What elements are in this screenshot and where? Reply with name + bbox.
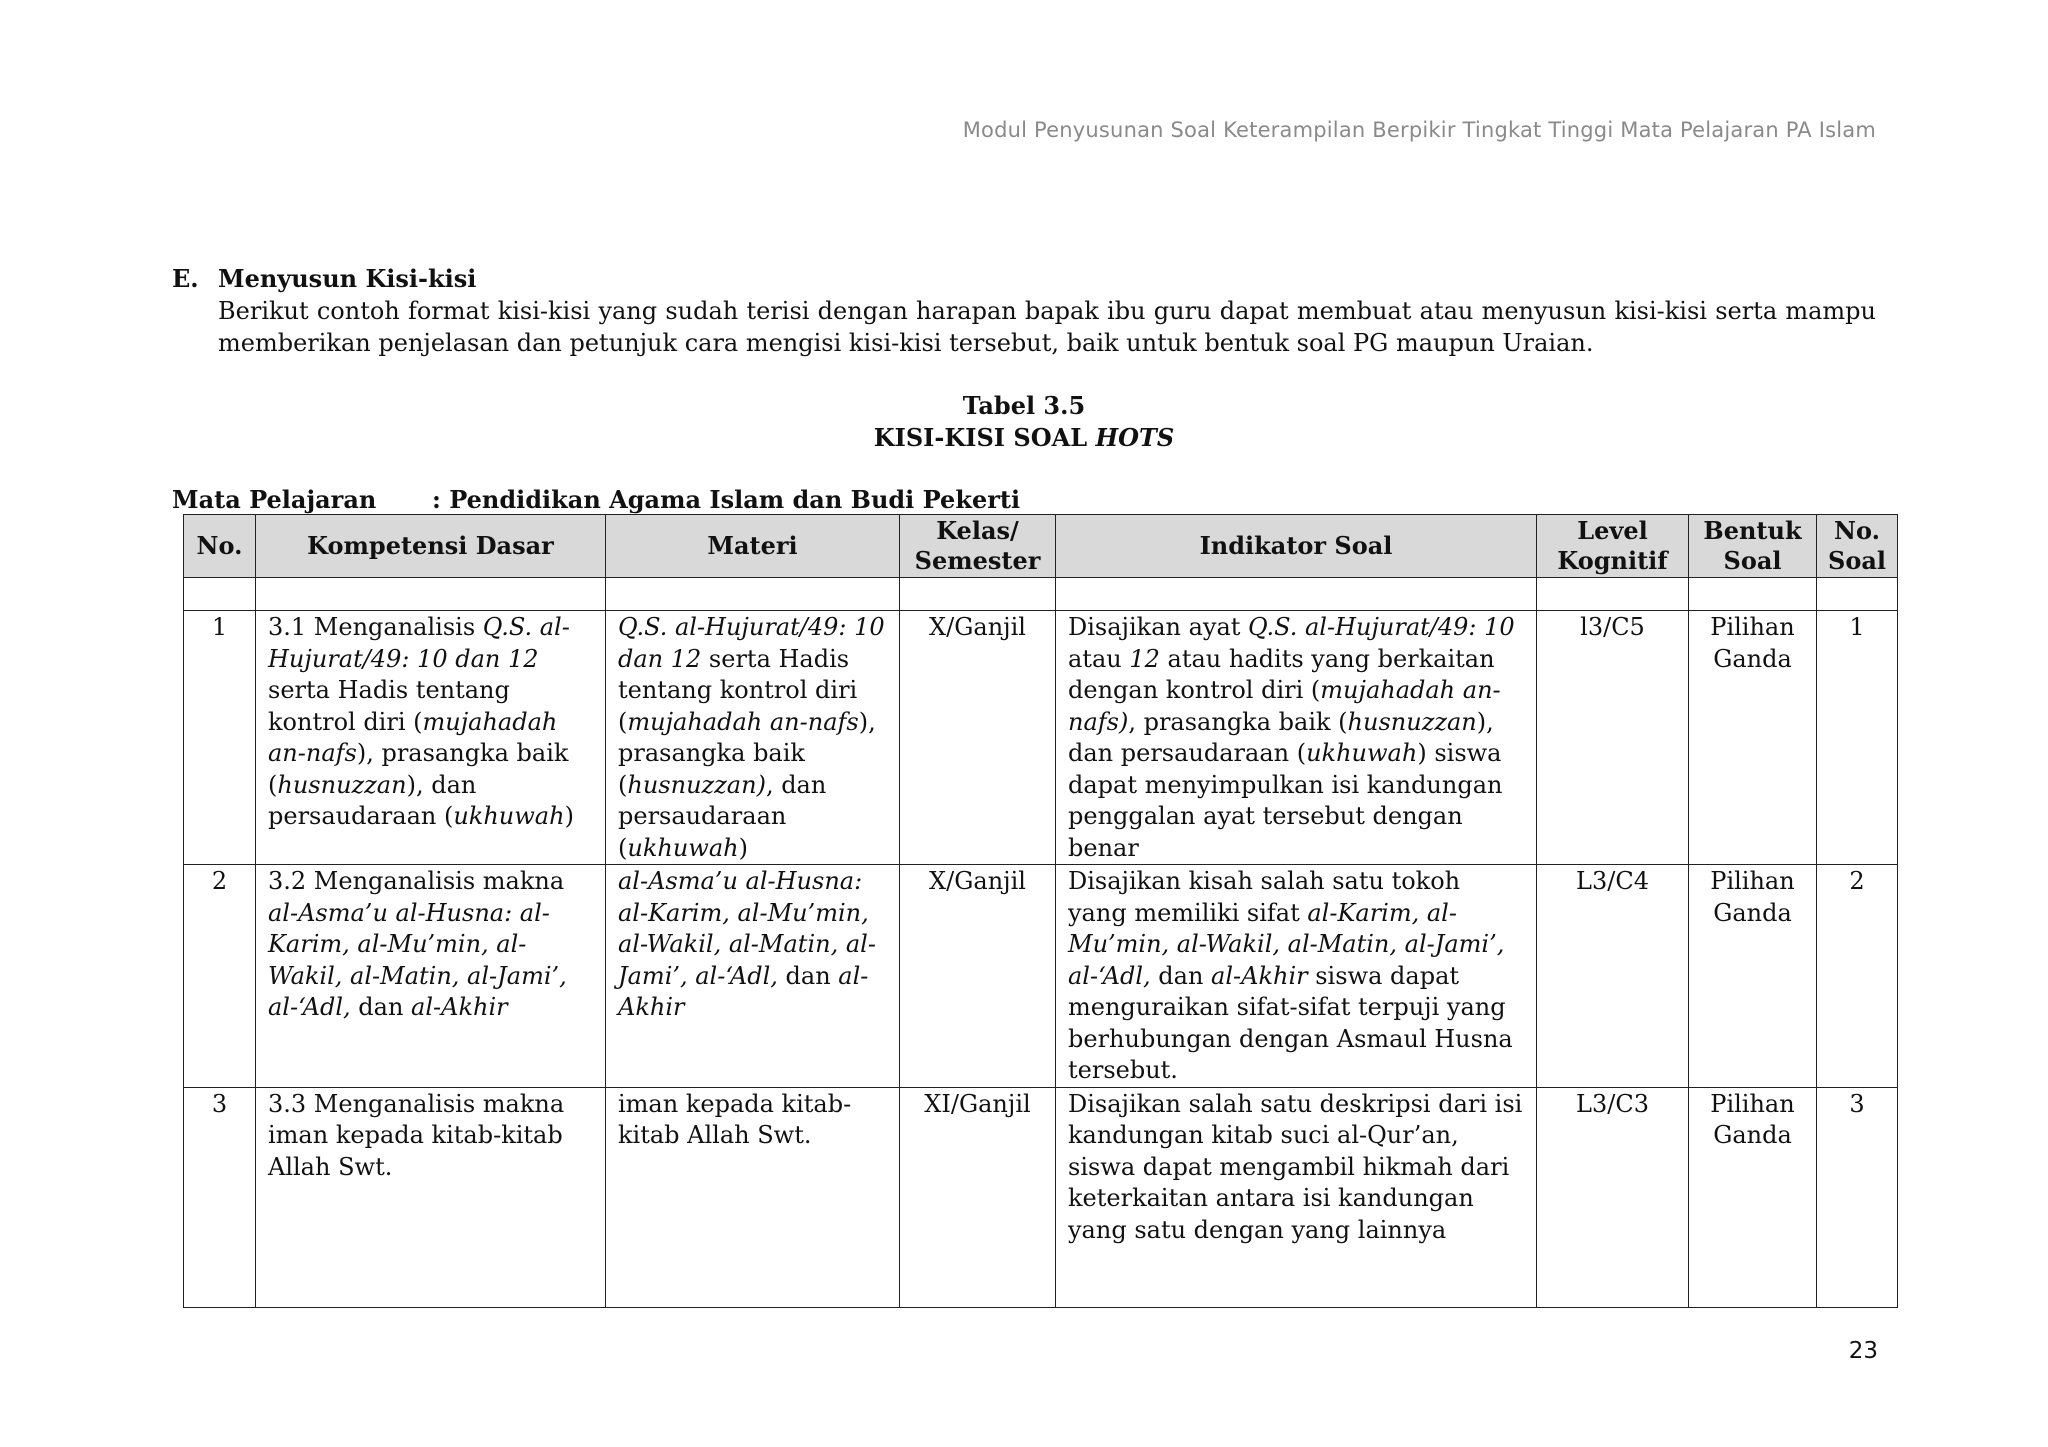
text-segment: , prasangka baik ( <box>1128 707 1348 736</box>
italic-term: ukhuwah <box>453 802 565 830</box>
text-segment: Disajikan kisah salah satu tokoh yang memiliki sifat <box>1068 867 1461 927</box>
kisi-kisi-table <box>183 514 1898 1308</box>
header-nosoal-line1: No. <box>1834 516 1880 545</box>
section-heading <box>172 263 1876 295</box>
text-segment: dan <box>350 993 412 1021</box>
header-kelas-line2: Semester <box>914 546 1041 575</box>
italic-term: al-Akhir <box>1211 961 1308 990</box>
italic-term: husnuzzan) <box>627 770 766 799</box>
spacer-cell <box>606 578 900 611</box>
header-nosoal-line2: Soal <box>1827 546 1886 575</box>
italic-term: ukhuwah <box>627 833 739 862</box>
text-segment: serta Hadis tentang kontrol diri ( <box>618 644 858 736</box>
italic-term: ukhuwah <box>1306 739 1418 767</box>
italic-term: al-Asma’u al-Husna: al-Karim, al-Mu’min, al-Wakil, al-Matin, al-Jami’, al-‘Adl, <box>618 867 876 990</box>
text-segment: ), prasangka baik ( <box>618 707 876 799</box>
italic-term: mujahadah an-nafs) <box>1068 676 1501 736</box>
text-segment: ), prasangka baik ( <box>268 739 569 799</box>
italic-term: husnuzzan <box>277 770 407 799</box>
text-segment: ) siswa dapat menyimpulkan isi kandungan penggalan ayat tersebut dengan benar <box>1068 739 1503 862</box>
subject-label: Mata Pelajaran <box>172 485 377 514</box>
text-segment: ) <box>738 833 748 862</box>
cell-kelas: X/Ganjil <box>900 865 1056 1088</box>
cell-bentuk: Pilihan Ganda <box>1689 611 1817 865</box>
table-row <box>184 611 1898 865</box>
text-segment: dan <box>777 961 839 990</box>
text-segment: 3.3 Menganalisis makna iman kepada kitab-kitab Allah Swt. <box>268 1089 565 1181</box>
table-title <box>0 422 2048 454</box>
text-segment: serta Hadis tentang kontrol diri ( <box>268 676 510 736</box>
italic-term: husnuzzan <box>1347 707 1477 736</box>
cell-kompetensi-dasar <box>256 1087 606 1307</box>
running-header: Modul Penyusunan Soal Keterampilan Berpikir Tingkat Tinggi Mata Pelajaran PA Islam <box>962 118 1876 142</box>
text-segment: siswa dapat menguraikan sifat-sifat terpuji yang berhubungan dengan Asmaul Husna tersebut. <box>1068 961 1513 1084</box>
cell-no: 1 <box>184 611 256 865</box>
header-kelas-semester <box>900 515 1056 578</box>
text-segment: iman kepada kitab-kitab Allah Swt. <box>618 1089 852 1149</box>
header-no-soal <box>1817 515 1898 578</box>
table-row <box>184 865 1898 1088</box>
header-no: No. <box>184 515 256 578</box>
text-segment: , dan persaudaraan ( <box>618 770 827 862</box>
table-spacer-row <box>184 578 1898 611</box>
spacer-cell <box>1537 578 1689 611</box>
header-indikator-soal: Indikator Soal <box>1056 515 1537 578</box>
cell-kompetensi-dasar <box>256 611 606 865</box>
text-segment: dan <box>1150 961 1212 990</box>
spacer-cell <box>900 578 1056 611</box>
header-level-kognitif <box>1537 515 1689 578</box>
text-segment: Disajikan ayat <box>1068 613 1249 641</box>
spacer-cell <box>1817 578 1898 611</box>
spacer-cell <box>1056 578 1537 611</box>
page-number: 23 <box>1848 1338 1878 1364</box>
text-segment: atau <box>1068 644 1130 673</box>
header-level-line1: Level <box>1577 516 1648 545</box>
spacer-cell <box>256 578 606 611</box>
italic-term: al-Asma’u al-Husna: al-Karim, al-Mu’min, al-Wakil, al-Matin, al-Jami’, al-‘Adl, <box>268 898 567 1021</box>
text-segment: 3.1 Menganalisis <box>268 613 483 641</box>
cell-materi <box>606 865 900 1088</box>
header-bentuk-line2: Soal <box>1723 546 1782 575</box>
cell-bentuk: Pilihan Ganda <box>1689 865 1817 1088</box>
text-segment: ) <box>564 802 574 830</box>
section-body: Berikut contoh format kisi-kisi yang sudah terisi dengan harapan bapak ibu guru dapat membuat atau menyusun kisi-kisi serta mampu memberikan penjelasan dan petunjuk cara mengisi kisi-kisi tersebut, baik untuk bentuk soal PG maupun Uraian. <box>218 297 1876 357</box>
cell-no: 3 <box>184 1087 256 1307</box>
cell-bentuk: Pilihan Ganda <box>1689 1087 1817 1307</box>
italic-term: al-Akhir <box>618 961 869 1021</box>
cell-no-soal: 2 <box>1817 865 1898 1088</box>
section-e <box>172 263 1876 359</box>
italic-term: mujahadah an-nafs <box>627 707 859 736</box>
table-header-row <box>184 515 1898 578</box>
text-segment: ), dan persaudaraan ( <box>268 770 477 830</box>
table-number: Tabel 3.5 <box>962 391 1086 420</box>
italic-term: al-Akhir <box>411 993 508 1021</box>
cell-materi <box>606 611 900 865</box>
text-segment: 3.2 Menganalisis makna <box>268 867 565 895</box>
cell-level: l3/C5 <box>1537 611 1689 865</box>
cell-indikator <box>1056 611 1537 865</box>
italic-term: Q.S. al-Hujurat/49: 10 <box>1248 613 1515 641</box>
subject-value: : Pendidikan Agama Islam dan Budi Pekerti <box>432 485 1021 514</box>
table-title-text: KISI-KISI SOAL <box>873 423 1096 452</box>
italic-term: 12 <box>1129 644 1160 673</box>
spacer-cell <box>184 578 256 611</box>
header-kelas-line1: Kelas/ <box>936 516 1019 545</box>
header-materi: Materi <box>606 515 900 578</box>
table-caption <box>0 390 2048 454</box>
italic-term: Q.S. al-Hujurat/49: 10 dan 12 <box>268 613 570 673</box>
section-title: Menyusun Kisi-kisi <box>218 264 477 293</box>
cell-indikator <box>1056 865 1537 1088</box>
cell-no: 2 <box>184 865 256 1088</box>
italic-term: al-Karim, al-Mu’min, al-Wakil, al-Matin, al-Jami’, al-‘Adl, <box>1068 898 1505 990</box>
cell-kelas: X/Ganjil <box>900 611 1056 865</box>
header-bentuk-line1: Bentuk <box>1703 516 1802 545</box>
cell-level: L3/C3 <box>1537 1087 1689 1307</box>
spacer-cell <box>1689 578 1817 611</box>
header-bentuk-soal <box>1689 515 1817 578</box>
cell-materi <box>606 1087 900 1307</box>
cell-level: L3/C4 <box>1537 865 1689 1088</box>
text-segment: Disajikan salah satu deskripsi dari isi kandungan kitab suci al-Qur’an, siswa dapat mengambil hikmah dari keterkaitan antara isi kandungan yang satu dengan yang lainnya <box>1068 1089 1523 1244</box>
header-level-line2: Kognitif <box>1557 546 1668 575</box>
italic-term: Q.S. al-Hujurat/49: 10 dan 12 <box>618 613 885 673</box>
header-kompetensi-dasar: Kompetensi Dasar <box>256 515 606 578</box>
cell-no-soal: 1 <box>1817 611 1898 865</box>
cell-no-soal: 3 <box>1817 1087 1898 1307</box>
text-segment: ), dan persaudaraan ( <box>1068 707 1494 767</box>
cell-kompetensi-dasar <box>256 865 606 1088</box>
section-letter: E. <box>172 264 199 293</box>
text-segment: atau hadits yang berkaitan dengan kontrol diri ( <box>1068 644 1495 704</box>
table-title-emphasis: HOTS <box>1095 423 1175 452</box>
subject-line <box>172 484 1020 516</box>
cell-indikator <box>1056 1087 1537 1307</box>
table-row <box>184 1087 1898 1307</box>
cell-kelas: XI/Ganjil <box>900 1087 1056 1307</box>
italic-term: mujahadah an-nafs <box>268 707 558 767</box>
